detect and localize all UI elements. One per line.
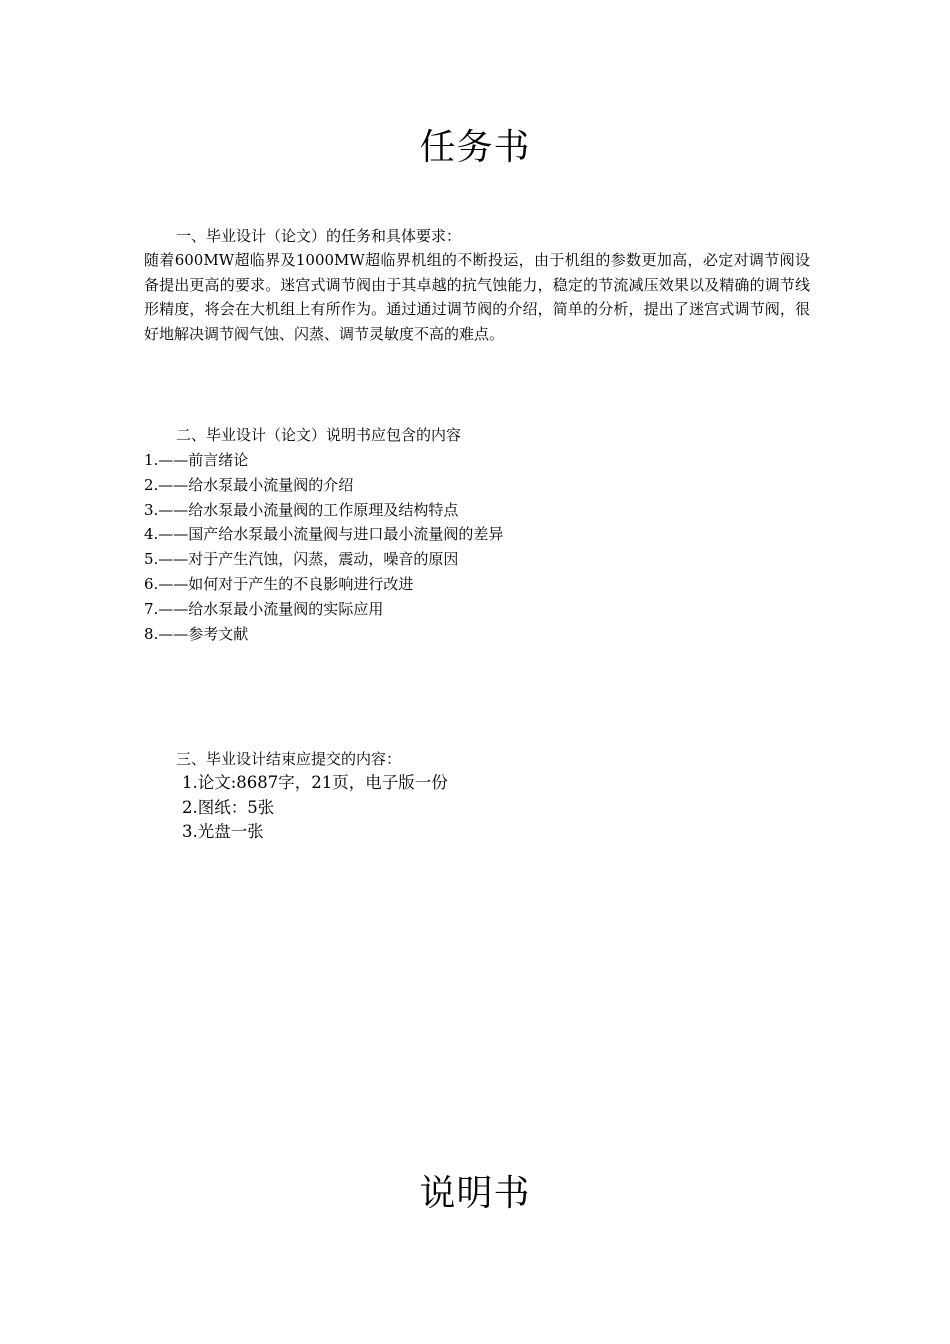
list-item: 4.——国产给水泵最小流量阀与进口最小流量阀的差异 (144, 525, 504, 544)
list-item: 2.——给水泵最小流量阀的介绍 (144, 475, 354, 494)
list-item: 2.图纸：5张 (182, 797, 275, 817)
section-3-list (182, 771, 448, 845)
section-2-heading: 二、毕业设计（论文）说明书应包含的内容 (176, 426, 462, 444)
list-item: 1.——前言绪论 (144, 451, 249, 469)
list-item: 3.光盘一张 (182, 822, 264, 841)
section-title-shuomingshu: 说明书 (419, 1173, 531, 1214)
section-2-list (144, 448, 503, 646)
list-item: 6.——如何对于产生的不良影响进行改进 (144, 574, 414, 593)
list-item: 1.论文:8687字，21页，电子版一份 (182, 773, 448, 792)
section-1-body: 随着600MW超临界及1000MW超临界机组的不断投运，由于机组的参数更加高，必定对调节阀设备提出更高的要求。迷宫式调节阀由于其卓越的抗气蚀能力，稳定的节流减压效果以及精确的调节线形精度，将会在大机组上有所作为。通过通过调节阀的介绍，简单的分析，提出了迷宫式调节阀，很好地解决调节阀气蚀、闪蒸、调节灵敏度不高的难点。 (144, 251, 810, 343)
list-item: 5.——对于产生汽蚀，闪蒸，震动，噪音的原因 (144, 550, 459, 569)
list-item: 7.——给水泵最小流量阀的实际应用 (144, 599, 384, 618)
list-item: 8.——参考文献 (144, 624, 249, 643)
page-title: 任务书 (419, 127, 531, 168)
section-3-heading: 三、毕业设计结束应提交的内容： (176, 750, 402, 768)
section-1-heading: 一、毕业设计（论文）的任务和具体要求： (176, 227, 462, 245)
list-item: 3.——给水泵最小流量阀的工作原理及结构特点 (144, 500, 459, 519)
